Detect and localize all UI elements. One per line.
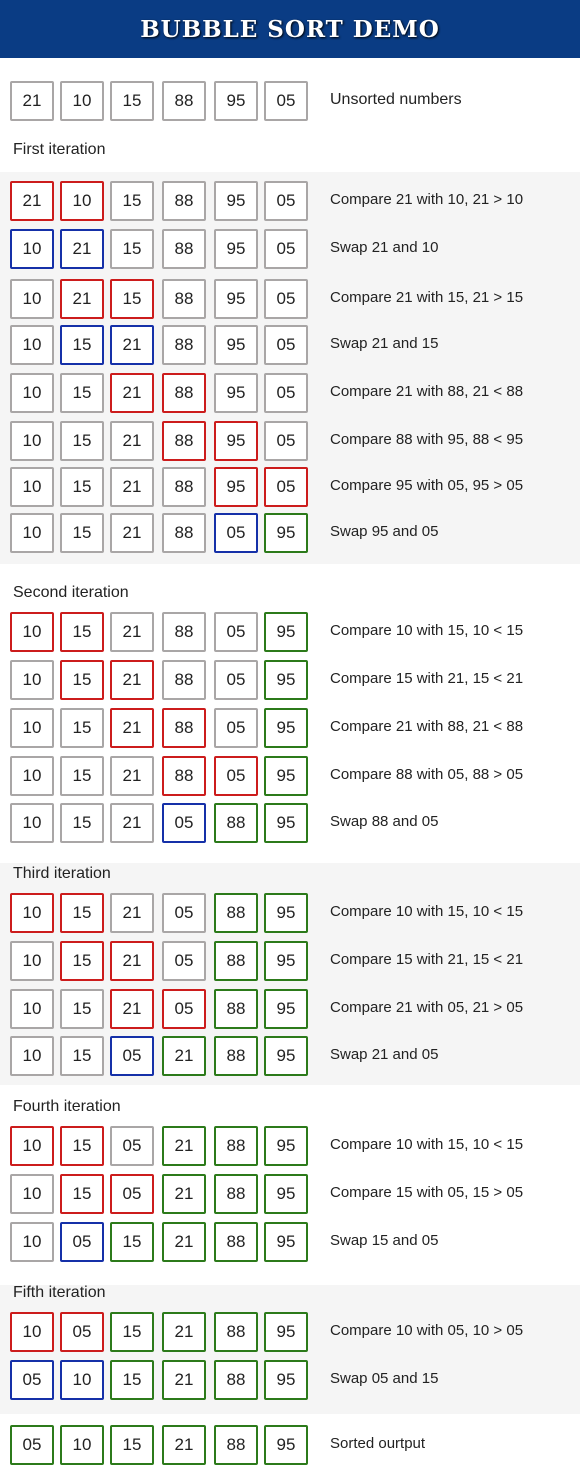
iteration-heading: Third iteration xyxy=(13,865,111,882)
array-cell: 21 xyxy=(110,660,154,700)
array-cell: 10 xyxy=(60,81,104,121)
array-cell: 88 xyxy=(214,803,258,843)
array-cell: 95 xyxy=(264,612,308,652)
array-cell: 88 xyxy=(162,81,206,121)
array-row xyxy=(10,325,580,365)
array-cell: 21 xyxy=(110,421,154,461)
step-label: Swap 21 and 10 xyxy=(330,239,439,256)
array-cell: 10 xyxy=(10,513,54,553)
array-cell: 21 xyxy=(110,803,154,843)
array-cell: 88 xyxy=(162,708,206,748)
array-cell: 10 xyxy=(10,1174,54,1214)
array-cell: 15 xyxy=(60,1174,104,1214)
array-cell: 88 xyxy=(162,325,206,365)
array-cell: 10 xyxy=(10,1312,54,1352)
step-label: Swap 21 and 05 xyxy=(330,1046,439,1063)
array-cell: 88 xyxy=(214,1222,258,1262)
array-cell: 88 xyxy=(162,612,206,652)
array-cell: 21 xyxy=(110,708,154,748)
step-label: Compare 15 with 05, 15 > 05 xyxy=(330,1184,524,1201)
array-cell: 15 xyxy=(60,989,104,1029)
array-cell: 21 xyxy=(162,1425,206,1465)
array-cell: 95 xyxy=(214,81,258,121)
step-label: Compare 21 with 88, 21 < 88 xyxy=(330,383,524,400)
array-cell: 95 xyxy=(264,1222,308,1262)
array-cell: 10 xyxy=(10,229,54,269)
array-cell: 10 xyxy=(10,373,54,413)
array-cell: 05 xyxy=(60,1222,104,1262)
array-cell: 10 xyxy=(10,279,54,319)
array-row xyxy=(10,989,580,1029)
array-cell: 95 xyxy=(264,989,308,1029)
array-cell: 05 xyxy=(10,1425,54,1465)
array-cell: 05 xyxy=(214,756,258,796)
array-cell: 15 xyxy=(60,708,104,748)
step-label: Swap 21 and 15 xyxy=(330,335,439,352)
array-row xyxy=(10,373,580,413)
array-cell: 15 xyxy=(60,1126,104,1166)
array-cell: 15 xyxy=(60,513,104,553)
step-label: Compare 10 with 05, 10 > 05 xyxy=(330,1322,524,1339)
array-cell: 88 xyxy=(214,893,258,933)
array-cell: 88 xyxy=(162,421,206,461)
array-cell: 95 xyxy=(264,941,308,981)
array-cell: 10 xyxy=(10,1126,54,1166)
array-cell: 15 xyxy=(60,803,104,843)
array-cell: 05 xyxy=(110,1174,154,1214)
array-cell: 95 xyxy=(264,1360,308,1400)
array-cell: 05 xyxy=(214,708,258,748)
array-cell: 21 xyxy=(110,373,154,413)
array-cell: 95 xyxy=(214,373,258,413)
array-row xyxy=(10,513,580,553)
step-label: Swap 15 and 05 xyxy=(330,1232,439,1249)
array-cell: 88 xyxy=(162,660,206,700)
array-row xyxy=(10,229,580,269)
array-cell: 05 xyxy=(264,81,308,121)
array-row xyxy=(10,893,580,933)
array-cell: 05 xyxy=(264,279,308,319)
array-cell: 15 xyxy=(60,1036,104,1076)
array-row xyxy=(10,660,580,700)
array-cell: 95 xyxy=(264,1174,308,1214)
array-cell: 88 xyxy=(162,279,206,319)
array-cell: 05 xyxy=(162,893,206,933)
array-cell: 21 xyxy=(162,1312,206,1352)
array-cell: 88 xyxy=(162,181,206,221)
array-cell: 10 xyxy=(10,612,54,652)
array-cell: 10 xyxy=(10,421,54,461)
array-cell: 95 xyxy=(264,708,308,748)
iteration-heading: Second iteration xyxy=(13,584,129,601)
array-cell: 15 xyxy=(110,81,154,121)
array-cell: 15 xyxy=(110,229,154,269)
array-cell: 05 xyxy=(264,421,308,461)
array-row xyxy=(10,756,580,796)
array-cell: 95 xyxy=(214,467,258,507)
array-cell: 95 xyxy=(264,1312,308,1352)
array-cell: 95 xyxy=(214,279,258,319)
array-cell: 88 xyxy=(162,513,206,553)
array-cell: 88 xyxy=(214,1174,258,1214)
array-cell: 10 xyxy=(10,803,54,843)
array-cell: 88 xyxy=(214,1425,258,1465)
array-cell: 15 xyxy=(110,1312,154,1352)
array-cell: 21 xyxy=(60,279,104,319)
step-label: Compare 88 with 05, 88 > 05 xyxy=(330,766,524,783)
array-cell: 10 xyxy=(10,989,54,1029)
array-cell: 95 xyxy=(214,229,258,269)
array-cell: 15 xyxy=(110,181,154,221)
array-cell: 05 xyxy=(264,325,308,365)
array-cell: 88 xyxy=(214,1360,258,1400)
array-cell: 15 xyxy=(60,325,104,365)
step-label: Compare 21 with 15, 21 > 15 xyxy=(330,289,524,306)
array-row xyxy=(10,1312,580,1352)
array-cell: 21 xyxy=(162,1222,206,1262)
step-label: Swap 05 and 15 xyxy=(330,1370,439,1387)
array-cell: 10 xyxy=(10,708,54,748)
array-cell: 88 xyxy=(214,941,258,981)
array-cell: 88 xyxy=(162,756,206,796)
array-cell: 15 xyxy=(60,373,104,413)
array-row xyxy=(10,708,580,748)
array-cell: 95 xyxy=(264,803,308,843)
array-cell: 05 xyxy=(264,181,308,221)
step-label: Compare 21 with 05, 21 > 05 xyxy=(330,999,524,1016)
array-cell: 21 xyxy=(162,1036,206,1076)
array-cell: 05 xyxy=(214,660,258,700)
array-cell: 10 xyxy=(10,325,54,365)
array-cell: 05 xyxy=(264,229,308,269)
array-cell: 95 xyxy=(214,421,258,461)
array-cell: 05 xyxy=(162,989,206,1029)
array-cell: 95 xyxy=(214,325,258,365)
array-row xyxy=(10,467,580,507)
step-label: Compare 21 with 10, 21 > 10 xyxy=(330,191,524,208)
array-cell: 88 xyxy=(162,467,206,507)
array-cell: 95 xyxy=(264,1126,308,1166)
array-cell: 15 xyxy=(60,893,104,933)
array-cell: 10 xyxy=(60,1360,104,1400)
array-cell: 21 xyxy=(110,612,154,652)
array-cell: 15 xyxy=(110,1360,154,1400)
array-row xyxy=(10,1036,580,1076)
array-cell: 05 xyxy=(214,513,258,553)
array-cell: 15 xyxy=(60,941,104,981)
step-label: Swap 88 and 05 xyxy=(330,813,439,830)
array-row xyxy=(10,612,580,652)
array-cell: 15 xyxy=(110,279,154,319)
array-cell: 15 xyxy=(60,612,104,652)
array-cell: 95 xyxy=(264,893,308,933)
step-label: Compare 10 with 15, 10 < 15 xyxy=(330,903,524,920)
array-cell: 95 xyxy=(264,1036,308,1076)
array-cell: 10 xyxy=(10,756,54,796)
array-cell: 10 xyxy=(10,660,54,700)
array-cell: 05 xyxy=(110,1126,154,1166)
array-cell: 21 xyxy=(110,756,154,796)
array-cell: 21 xyxy=(60,229,104,269)
array-cell: 05 xyxy=(60,1312,104,1352)
array-row xyxy=(10,941,580,981)
iteration-heading: Fifth iteration xyxy=(13,1284,106,1301)
array-cell: 15 xyxy=(60,756,104,796)
step-label: Unsorted numbers xyxy=(330,91,462,108)
array-cell: 05 xyxy=(214,612,258,652)
array-cell: 10 xyxy=(60,181,104,221)
array-cell: 21 xyxy=(110,893,154,933)
array-cell: 15 xyxy=(60,421,104,461)
page-title: BUBBLE SORT DEMO xyxy=(140,15,440,43)
array-cell: 21 xyxy=(110,989,154,1029)
array-row xyxy=(10,803,580,843)
array-cell: 95 xyxy=(264,660,308,700)
array-cell: 21 xyxy=(10,81,54,121)
array-cell: 95 xyxy=(214,181,258,221)
array-cell: 05 xyxy=(162,941,206,981)
array-cell: 88 xyxy=(214,1126,258,1166)
array-row xyxy=(10,421,580,461)
iteration-heading: Fourth iteration xyxy=(13,1098,121,1115)
array-row xyxy=(10,1425,580,1465)
array-row xyxy=(10,1222,580,1262)
array-cell: 95 xyxy=(264,1425,308,1465)
array-cell: 95 xyxy=(264,756,308,796)
array-row xyxy=(10,81,580,121)
array-cell: 05 xyxy=(264,373,308,413)
array-cell: 05 xyxy=(110,1036,154,1076)
array-row xyxy=(10,181,580,221)
array-cell: 05 xyxy=(264,467,308,507)
array-cell: 10 xyxy=(10,893,54,933)
array-cell: 21 xyxy=(10,181,54,221)
array-cell: 10 xyxy=(10,1222,54,1262)
array-cell: 21 xyxy=(162,1174,206,1214)
array-cell: 15 xyxy=(110,1222,154,1262)
array-row xyxy=(10,279,580,319)
array-cell: 88 xyxy=(214,989,258,1029)
array-cell: 88 xyxy=(214,1312,258,1352)
array-cell: 88 xyxy=(162,229,206,269)
array-cell: 15 xyxy=(60,660,104,700)
step-label: Sorted ourtput xyxy=(330,1435,426,1452)
page-header xyxy=(0,0,580,58)
array-cell: 10 xyxy=(10,941,54,981)
array-cell: 10 xyxy=(10,467,54,507)
array-cell: 15 xyxy=(110,1425,154,1465)
array-cell: 21 xyxy=(110,513,154,553)
array-cell: 21 xyxy=(110,467,154,507)
array-cell: 21 xyxy=(162,1360,206,1400)
step-label: Compare 10 with 15, 10 < 15 xyxy=(330,622,524,639)
array-cell: 15 xyxy=(60,467,104,507)
iteration-heading: First iteration xyxy=(13,141,106,158)
array-cell: 21 xyxy=(110,941,154,981)
step-label: Compare 95 with 05, 95 > 05 xyxy=(330,477,524,494)
step-label: Compare 15 with 21, 15 < 21 xyxy=(330,951,524,968)
step-label: Compare 10 with 15, 10 < 15 xyxy=(330,1136,524,1153)
step-label: Compare 15 with 21, 15 < 21 xyxy=(330,670,524,687)
array-cell: 05 xyxy=(10,1360,54,1400)
array-cell: 10 xyxy=(60,1425,104,1465)
array-row xyxy=(10,1174,580,1214)
step-label: Compare 88 with 95, 88 < 95 xyxy=(330,431,524,448)
array-cell: 21 xyxy=(110,325,154,365)
step-label: Swap 95 and 05 xyxy=(330,523,439,540)
array-row xyxy=(10,1126,580,1166)
array-cell: 95 xyxy=(264,513,308,553)
array-cell: 10 xyxy=(10,1036,54,1076)
array-cell: 88 xyxy=(214,1036,258,1076)
array-cell: 21 xyxy=(162,1126,206,1166)
step-label: Compare 21 with 88, 21 < 88 xyxy=(330,718,524,735)
array-cell: 05 xyxy=(162,803,206,843)
array-row xyxy=(10,1360,580,1400)
array-cell: 88 xyxy=(162,373,206,413)
